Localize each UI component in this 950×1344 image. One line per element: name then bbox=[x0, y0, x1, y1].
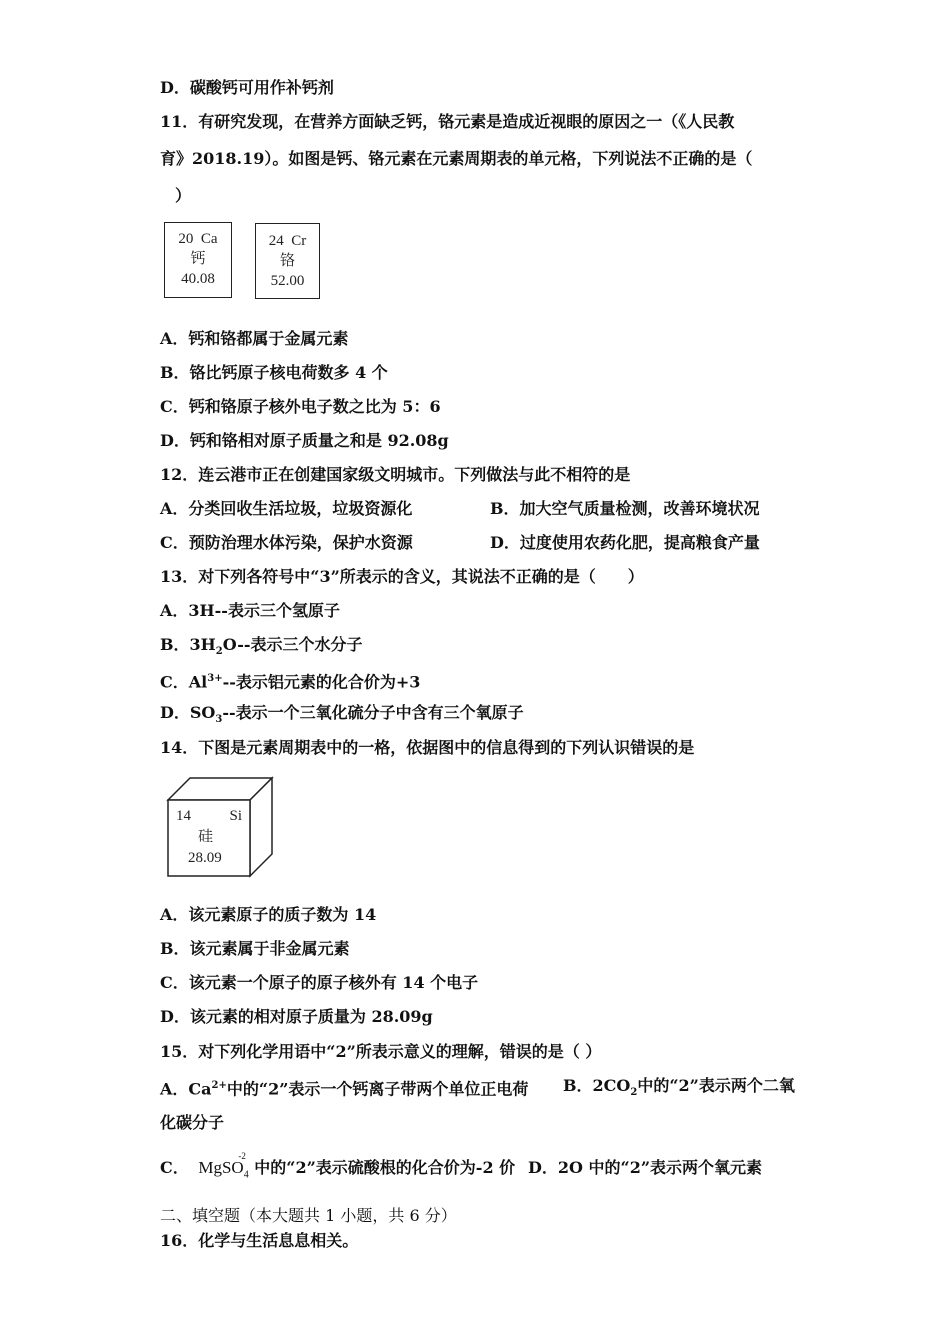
q14-option-d: D．该元素的相对原子质量为 28.09g bbox=[160, 1007, 433, 1026]
q13-option-b: B．$3H_2O--$表示三个水分子 bbox=[160, 635, 363, 658]
element-symbol: Si bbox=[229, 808, 242, 824]
element-cell-calcium bbox=[164, 222, 232, 298]
q13-option-d: D．$SO_3--$表示一个三氧化硫分子中含有三个氧原子 bbox=[160, 703, 524, 726]
option-d-q10: D．碳酸钙可用作补钙剂 bbox=[160, 78, 334, 97]
question-11-line2: 育》2018.19）。如图是钙、铬元素在元素周期表的单元格，下列说法不正确的是（ bbox=[160, 149, 753, 168]
element-name: 钙 bbox=[190, 251, 206, 267]
element-symbol: Cr bbox=[291, 233, 307, 249]
atomic-number: 20 bbox=[178, 231, 194, 247]
question-16: 16．化学与生活息息相关。 bbox=[160, 1231, 359, 1250]
q12-option-d: D．过度使用农药化肥，提高粮食产量 bbox=[490, 533, 760, 552]
mgso4-formula: MgSO$_4$ -2 bbox=[198, 1151, 249, 1181]
q14-option-b: B．该元素属于非金属元素 bbox=[160, 939, 350, 958]
q14-option-a: A．该元素原子的质子数为 14 bbox=[160, 905, 377, 924]
q15-option-b-cont: 化碳分子 bbox=[160, 1113, 225, 1132]
element-symbol: Ca bbox=[200, 231, 218, 247]
q11-option-b: B．铬比钙原子核电荷数多 4 个 bbox=[160, 363, 388, 382]
atomic-mass: 40.08 bbox=[181, 271, 215, 287]
q13-option-c: C．$Al^{3+}--$表示铝元素的化合价为+3 bbox=[160, 672, 421, 692]
atomic-number: 14 bbox=[176, 808, 191, 824]
q12-option-a: A．分类回收生活垃圾，垃圾资源化 bbox=[160, 499, 413, 518]
atomic-number: 24 bbox=[268, 233, 284, 249]
element-cell-chromium bbox=[255, 223, 320, 299]
q12-option-c: C．预防治理水体污染，保护水资源 bbox=[160, 533, 413, 552]
question-11-line1: 11．有研究发现，在营养方面缺乏钙，铬元素是造成近视眼的原因之一（《人民教 bbox=[160, 112, 735, 131]
element-name: 铬 bbox=[279, 253, 295, 269]
question-13: 13．对下列各符号中“3”所表示的含义，其说法不正确的是（ ） bbox=[160, 567, 644, 586]
element-name: 硅 bbox=[198, 829, 214, 845]
atomic-mass: 28.09 bbox=[188, 850, 222, 866]
section-2-heading: 二、填空题（本大题共 1 小题，共 6 分） bbox=[160, 1206, 457, 1225]
silicon-cell-content bbox=[170, 806, 246, 869]
q12-option-b: B．加大空气质量检测，改善环境状况 bbox=[490, 499, 760, 518]
q14-option-c: C．该元素一个原子的原子核外有 14 个电子 bbox=[160, 973, 479, 992]
q11-option-a: A．钙和铬都属于金属元素 bbox=[160, 329, 349, 348]
question-15: 15．对下列化学用语中“2”所表示意义的理解，错误的是（ ） bbox=[160, 1042, 602, 1061]
question-11-line3: ） bbox=[175, 186, 192, 205]
q15-option-c: C． MgSO$_4$ -2 中的“2”表示硫酸根的化合价为-2 价 bbox=[160, 1158, 515, 1185]
atomic-mass: 52.00 bbox=[270, 273, 305, 289]
q15-option-d: D．2O 中的“2”表示两个氧元素 bbox=[528, 1158, 763, 1177]
q11-option-c: C．钙和铬原子核外电子数之比为 5：6 bbox=[160, 397, 441, 416]
q15-option-a: A．$Ca^{2+}$中的“2”表示一个钙离子带两个单位正电荷 bbox=[160, 1079, 529, 1099]
question-12: 12．连云港市正在创建国家级文明城市。下列做法与此不相符的是 bbox=[160, 465, 631, 484]
q13-option-a: A．3H--表示三个氢原子 bbox=[160, 601, 340, 620]
q11-option-d: D．钙和铬相对原子质量之和是 92.08g bbox=[160, 431, 449, 450]
question-14: 14．下图是元素周期表中的一格，依据图中的信息得到的下列认识错误的是 bbox=[160, 738, 695, 757]
q15-option-b: B．$2CO_2$中的“2”表示两个二氧 bbox=[563, 1076, 795, 1099]
